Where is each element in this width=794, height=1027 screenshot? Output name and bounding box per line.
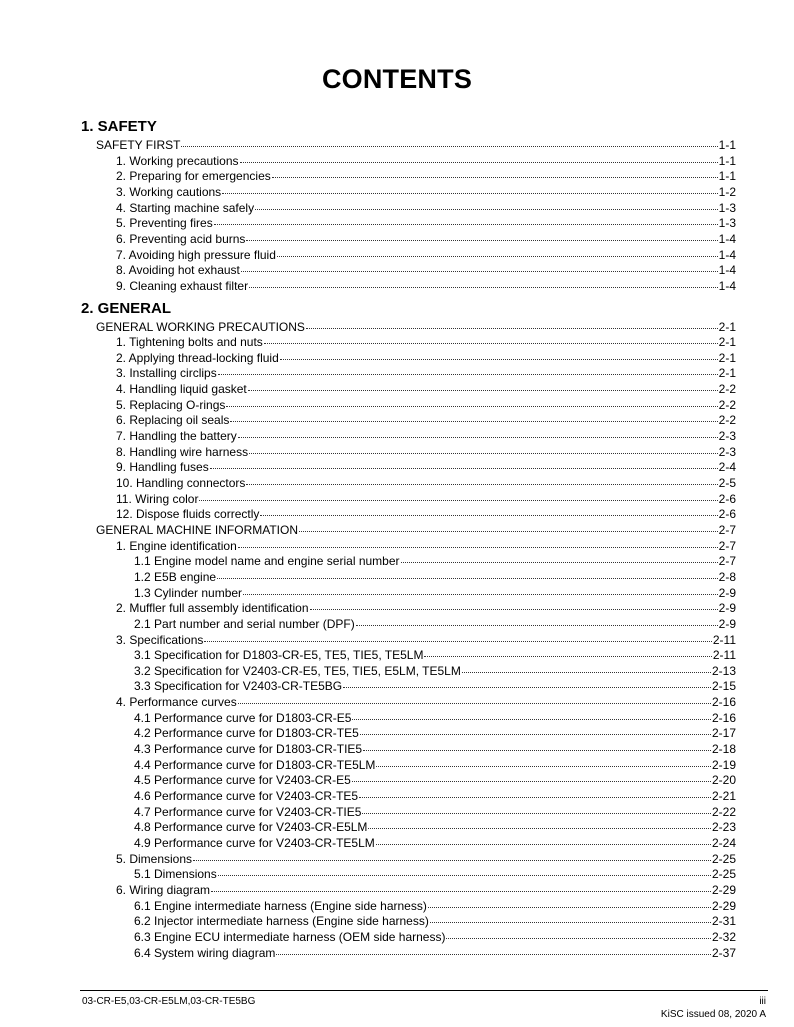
toc-entry[interactable] — [116, 278, 736, 294]
toc-entry[interactable] — [96, 319, 736, 335]
toc-entry[interactable] — [116, 184, 736, 200]
toc-entry-title: 3.3 Specification for V2403-CR-TE5BG — [134, 679, 343, 694]
toc-entry[interactable] — [116, 459, 736, 475]
toc-entry-title: 12. Dispose fluids correctly — [116, 507, 260, 522]
toc-entry[interactable] — [134, 788, 736, 804]
dot-leader — [210, 459, 718, 469]
toc-entry-title: SAFETY FIRST — [96, 138, 181, 152]
toc-entry-title: 4.9 Performance curve for V2403-CR-TE5LM — [134, 835, 375, 850]
toc-entry-title: 6. Wiring diagram — [116, 882, 211, 897]
toc-entry-page: 2-5 — [718, 476, 736, 490]
footer-divider — [80, 990, 768, 991]
toc-entry-page: 2-7 — [718, 538, 736, 553]
toc-entry[interactable] — [134, 569, 736, 585]
dot-leader — [362, 804, 711, 814]
dot-leader — [214, 215, 718, 225]
toc-entry-page: 2-18 — [711, 742, 736, 757]
toc-entry-title: 1.3 Cylinder number — [134, 585, 243, 600]
toc-entry[interactable] — [116, 694, 736, 710]
toc-entry[interactable] — [116, 444, 736, 460]
dot-leader — [462, 663, 711, 673]
toc-entry[interactable] — [134, 616, 736, 632]
dot-leader — [363, 741, 711, 751]
toc-entry-title: 5. Preventing fires — [116, 216, 213, 231]
dot-leader — [218, 866, 711, 876]
toc-entry-page: 1-3 — [718, 216, 736, 231]
toc-entry-page: 2-9 — [718, 585, 736, 600]
toc-entry-page: 2-24 — [711, 835, 736, 850]
toc-entry[interactable] — [96, 522, 736, 538]
toc-entry[interactable] — [116, 412, 736, 428]
page-title: CONTENTS — [321, 64, 473, 94]
toc-entry-title: 10. Handling connectors — [116, 476, 246, 490]
toc-entry[interactable] — [134, 553, 736, 569]
toc-entry-page: 2-2 — [718, 397, 736, 412]
toc-entry[interactable] — [134, 929, 736, 945]
dot-leader — [255, 200, 718, 210]
toc-entry-title: 6.2 Injector intermediate harness (Engine side harness) — [134, 914, 429, 929]
toc-entry-title: 6. Replacing oil seals — [116, 413, 230, 428]
toc-entry-page: 2-7 — [718, 554, 736, 569]
toc-entry-page: 2-31 — [711, 914, 736, 929]
toc-entry[interactable] — [116, 334, 736, 350]
dot-leader — [241, 262, 718, 272]
toc-entry-page: 2-25 — [711, 867, 736, 882]
toc-entry-title: 5. Replacing O-rings — [116, 397, 226, 412]
toc-entry-title: 2.1 Part number and serial number (DPF) — [134, 616, 355, 631]
toc-entry-title: 4. Starting machine safely — [116, 200, 255, 215]
toc-entry[interactable] — [134, 804, 736, 820]
toc-entry-page: 2-16 — [711, 710, 736, 725]
toc-entry-title: 3. Specifications — [116, 632, 204, 647]
toc-entry-page: 1-2 — [718, 184, 736, 199]
toc-entry-page: 2-32 — [711, 929, 736, 944]
toc-entry-page: 1-1 — [718, 153, 736, 168]
dot-leader — [217, 569, 718, 579]
toc-entry[interactable] — [116, 882, 736, 898]
toc-entry[interactable] — [134, 647, 736, 663]
dot-leader — [204, 632, 711, 642]
toc-entry[interactable] — [134, 585, 736, 601]
toc-entry-page: 1-4 — [718, 278, 736, 293]
toc-entry-page: 2-19 — [711, 757, 736, 772]
toc-entry[interactable] — [134, 741, 736, 757]
toc-entry-page: 2-3 — [718, 444, 736, 459]
dot-leader — [249, 278, 718, 288]
section-heading: 1. SAFETY — [81, 118, 157, 135]
toc-entry-page: 2-6 — [718, 507, 736, 522]
toc-entry-title: 4.4 Performance curve for D1803-CR-TE5LM — [134, 757, 376, 772]
toc-entry-title: 4. Performance curves — [116, 695, 237, 710]
footer-issue: KiSC issued 08, 2020 A — [660, 1009, 766, 1020]
toc-entry[interactable] — [134, 835, 736, 851]
toc-entry-page: 2-4 — [718, 460, 736, 475]
dot-leader — [310, 600, 718, 610]
toc-entry-title: GENERAL WORKING PRECAUTIONS — [96, 319, 305, 334]
toc-entry-title: 6.4 System wiring diagram — [134, 945, 276, 960]
dot-leader — [368, 819, 711, 829]
toc-entry[interactable] — [134, 898, 736, 914]
toc-entry-page: 2-15 — [711, 679, 736, 694]
toc-entry-page: 2-11 — [712, 648, 736, 663]
footer-model-codes: 03-CR-E5,03-CR-E5LM,03-CR-TE5BG — [82, 996, 256, 1007]
dot-leader — [246, 475, 717, 485]
toc-entry-title: 3.1 Specification for D1803-CR-E5, TE5, TIE5, TE5LM — [134, 648, 424, 663]
toc-entry[interactable] — [116, 600, 736, 616]
dot-leader — [238, 694, 711, 704]
toc-entry-page: 1-4 — [718, 231, 736, 246]
dot-leader — [238, 538, 718, 548]
toc-entry-page: 1-1 — [718, 169, 736, 184]
dot-leader — [238, 428, 718, 438]
dot-leader — [248, 381, 718, 391]
dot-leader — [230, 412, 717, 422]
toc-entry-title: 6.3 Engine ECU intermediate harness (OEM side harness) — [134, 929, 446, 944]
toc-entry[interactable] — [116, 428, 736, 444]
dot-leader — [276, 945, 711, 955]
toc-entry-title: 8. Handling wire harness — [116, 444, 249, 459]
toc-entry[interactable] — [116, 215, 736, 231]
toc-entry-title: 7. Handling the battery — [116, 429, 237, 444]
dot-leader — [359, 788, 711, 798]
toc-entry-page: 2-1 — [718, 335, 736, 350]
dot-leader — [360, 725, 711, 735]
toc-entry-title: 1. Working precautions — [116, 153, 239, 168]
dot-leader — [249, 444, 718, 454]
toc-entry-page: 2-25 — [711, 851, 736, 866]
section-heading: 2. GENERAL — [81, 299, 172, 317]
toc-entry-page: 2-6 — [718, 491, 736, 506]
toc-entry-title: 4.6 Performance curve for V2403-CR-TE5 — [134, 789, 359, 803]
toc-entry-title: 4.1 Performance curve for D1803-CR-E5 — [134, 710, 352, 725]
toc-entry-title: 4.7 Performance curve for V2403-CR-TIE5 — [134, 804, 362, 819]
dot-leader — [181, 137, 717, 147]
toc-entry-title: 9. Cleaning exhaust filter — [116, 278, 249, 293]
toc-entry-title: 5.1 Dimensions — [134, 867, 217, 882]
toc-entry-title: 6. Preventing acid burns — [116, 231, 246, 246]
toc-entry-page: 2-21 — [711, 789, 736, 803]
toc-entry-page: 2-16 — [711, 695, 736, 710]
toc-entry-page: 2-20 — [711, 773, 736, 788]
toc-entry[interactable] — [134, 913, 736, 929]
toc-entry[interactable] — [116, 397, 736, 413]
toc-entry-title: 7. Avoiding high pressure fluid — [116, 247, 276, 262]
toc-entry[interactable] — [116, 200, 736, 216]
toc-entry-title: 4.5 Performance curve for V2403-CR-E5 — [134, 773, 351, 788]
toc-entry-title: 1.1 Engine model name and engine serial number — [134, 554, 400, 569]
dot-leader — [260, 506, 717, 516]
dot-leader — [299, 522, 718, 532]
toc-entry[interactable] — [134, 663, 736, 679]
dot-leader — [352, 710, 711, 720]
toc-entry-title: 3. Working cautions — [116, 184, 222, 199]
toc-entry-title: 11. Wiring color — [116, 491, 199, 506]
toc-entry-title: 2. Muffler full assembly identification — [116, 601, 309, 616]
toc-entry-page: 2-1 — [718, 319, 736, 334]
toc-entry[interactable] — [116, 262, 736, 278]
toc-entry[interactable] — [134, 725, 736, 741]
dot-leader — [264, 334, 718, 344]
toc-entry-title: 4.2 Performance curve for D1803-CR-TE5 — [134, 726, 359, 741]
toc-entry-title: 3. Installing circlips — [116, 366, 217, 381]
toc-entry[interactable] — [134, 678, 736, 694]
toc-entry[interactable] — [116, 632, 736, 648]
toc-entry[interactable] — [134, 757, 736, 773]
toc-entry[interactable] — [116, 475, 736, 491]
toc-entry[interactable] — [116, 168, 736, 184]
dot-leader — [343, 678, 711, 688]
toc-entry[interactable] — [134, 819, 736, 835]
dot-leader — [280, 350, 718, 360]
toc-entry-page: 2-9 — [718, 601, 736, 616]
toc-entry[interactable] — [134, 866, 736, 882]
dot-leader — [199, 491, 717, 501]
toc-entry[interactable] — [134, 710, 736, 726]
toc-entry[interactable] — [116, 231, 736, 247]
toc-entry-title: 4.3 Performance curve for D1803-CR-TIE5 — [134, 742, 363, 757]
toc-entry[interactable] — [116, 491, 736, 507]
toc-entry-title: 6.1 Engine intermediate harness (Engine side harness) — [134, 898, 427, 913]
toc-entry-page: 2-1 — [718, 366, 736, 381]
toc-entry-page: 2-13 — [711, 663, 736, 678]
toc-entry[interactable] — [134, 945, 736, 961]
toc-entry[interactable] — [116, 247, 736, 263]
dot-leader — [401, 553, 718, 563]
dot-leader — [222, 184, 717, 194]
toc-entry-title: 3.2 Specification for V2403-CR-E5, TE5, TIE5, E5LM, TE5LM — [134, 663, 461, 678]
footer-page-number: iii — [759, 996, 766, 1007]
dot-leader — [356, 616, 718, 626]
dot-leader — [243, 585, 718, 595]
toc-entry[interactable] — [116, 350, 736, 366]
dot-leader — [376, 835, 711, 845]
toc-entry[interactable] — [96, 137, 736, 153]
toc-entry-page: 2-2 — [718, 413, 736, 428]
toc-entry[interactable] — [116, 506, 736, 522]
toc-entry-page: 2-1 — [718, 350, 736, 365]
toc-entry-title: 4. Handling liquid gasket — [116, 382, 247, 397]
toc-entry-page: 2-9 — [718, 616, 736, 631]
toc-entry-page: 2-23 — [711, 820, 736, 835]
toc-entry-title: 2. Applying thread-locking fluid — [116, 350, 279, 365]
toc-entry-title: 9. Handling fuses — [116, 460, 209, 475]
dot-leader — [226, 397, 717, 407]
toc-entry-page: 1-4 — [718, 247, 736, 262]
toc-entry-title: GENERAL MACHINE INFORMATION — [96, 522, 299, 537]
dot-leader — [428, 898, 711, 908]
toc-entry-page: 2-29 — [711, 898, 736, 913]
toc-entry-page: 1-3 — [718, 200, 736, 215]
toc-entry[interactable] — [134, 772, 736, 788]
dot-leader — [218, 365, 718, 375]
toc-entry[interactable] — [116, 538, 736, 554]
dot-leader — [376, 757, 711, 767]
dot-leader — [211, 882, 711, 892]
dot-leader — [430, 913, 711, 923]
toc-entry-page: 1-4 — [718, 263, 736, 278]
toc-entry-title: 5. Dimensions — [116, 851, 193, 866]
toc-entry-title: 2. Preparing for emergencies — [116, 169, 271, 184]
toc-entry-title: 1. Engine identification — [116, 538, 237, 553]
toc-entry-page: 2-2 — [718, 382, 736, 397]
toc-entry-page: 2-22 — [711, 804, 736, 819]
toc-entry-title: 1. Tightening bolts and nuts — [116, 335, 263, 350]
toc-entry[interactable] — [116, 381, 736, 397]
toc-entry-title: 1.2 E5B engine — [134, 569, 217, 584]
toc-entry[interactable] — [116, 851, 736, 867]
dot-leader — [240, 153, 718, 163]
dot-leader — [272, 168, 718, 178]
toc-entry-page: 2-29 — [711, 882, 736, 897]
dot-leader — [277, 247, 718, 257]
dot-leader — [446, 929, 710, 939]
toc-entry-page: 2-11 — [712, 632, 736, 647]
toc-entry-title: 8. Avoiding hot exhaust — [116, 263, 240, 278]
dot-leader — [352, 772, 711, 782]
toc-entry-page: 2-3 — [718, 429, 736, 444]
toc-entry-page: 1-1 — [718, 138, 736, 152]
toc-entry-title: 4.8 Performance curve for V2403-CR-E5LM — [134, 820, 368, 835]
dot-leader — [246, 231, 717, 241]
toc-entry[interactable] — [116, 153, 736, 169]
toc-entry[interactable] — [116, 365, 736, 381]
dot-leader — [306, 319, 718, 329]
toc-entry-page: 2-8 — [718, 569, 736, 584]
toc-entry-page: 2-17 — [711, 726, 736, 741]
dot-leader — [193, 851, 711, 861]
toc-entry-page: 2-37 — [711, 945, 736, 960]
dot-leader — [424, 647, 711, 657]
toc-entry-page: 2-7 — [718, 522, 736, 537]
